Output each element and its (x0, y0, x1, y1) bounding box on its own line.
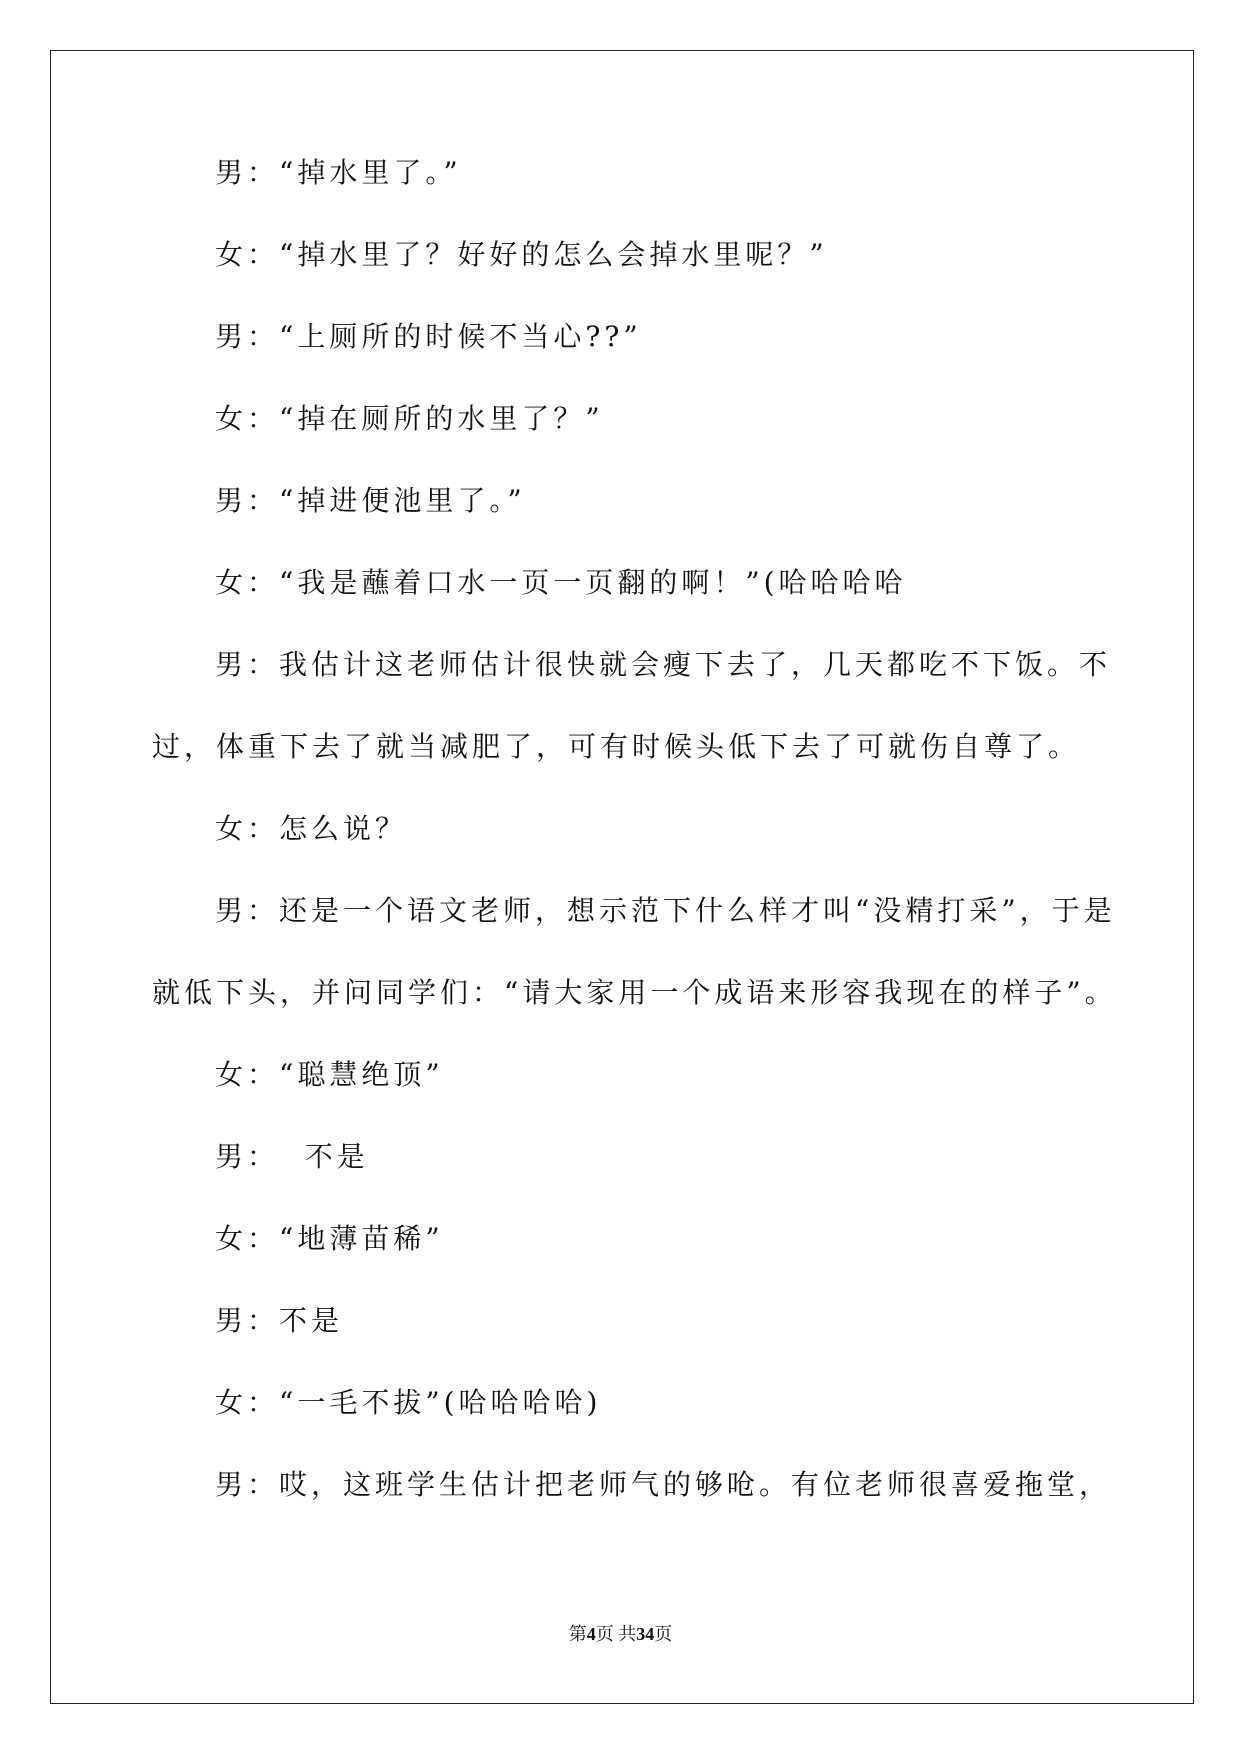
dialogue-line: 女：“掉水里了？好好的怎么会掉水里呢？” (215, 238, 828, 271)
footer-suffix: 页 (654, 1624, 673, 1644)
dialogue-line: 男：还是一个语文老师，想示范下什么样才叫“没精打采”，于是 (215, 894, 1116, 927)
dialogue-line: 女：“我是蘸着口水一页一页翻的啊！”(哈哈哈哈 (215, 566, 907, 599)
dialogue-line: 过，体重下去了就当减肥了，可有时候头低下去了可就伤自尊了。 (152, 730, 1081, 763)
dialogue-line: 女：“地薄苗稀” (215, 1222, 444, 1255)
dialogue-line: 男：“上厕所的时候不当心??” (215, 320, 642, 353)
total-page-number: 34 (636, 1624, 655, 1644)
footer-prefix: 第 (568, 1624, 587, 1644)
dialogue-line: 男：“掉水里了。” (215, 156, 462, 189)
dialogue-line: 男：“掉进便池里了。” (215, 484, 526, 517)
page-border (50, 50, 1194, 1704)
dialogue-line: 女：怎么说？ (215, 812, 408, 845)
footer-mid: 页 共 (595, 1624, 637, 1644)
dialogue-line: 男：我估计这老师估计很快就会瘦下去了，几天都吃不下饭。不 (215, 648, 1112, 681)
dialogue-line: 就低下头，并问同学们：“请大家用一个成语来形容我现在的样子”。 (152, 976, 1117, 1009)
dialogue-line: 女：“掉在厕所的水里了？” (215, 402, 604, 435)
dialogue-line: 女：“一毛不拔”(哈哈哈哈) (215, 1386, 602, 1419)
current-page-number: 4 (586, 1624, 596, 1644)
dialogue-line: 女：“聪慧绝顶” (215, 1058, 444, 1091)
dialogue-line: 男： 不是 (215, 1140, 369, 1173)
page-footer (0, 1620, 1241, 1646)
dialogue-line: 男：不是 (215, 1304, 344, 1337)
dialogue-line: 男：哎，这班学生估计把老师气的够呛。有位老师很喜爱拖堂， (215, 1468, 1112, 1501)
